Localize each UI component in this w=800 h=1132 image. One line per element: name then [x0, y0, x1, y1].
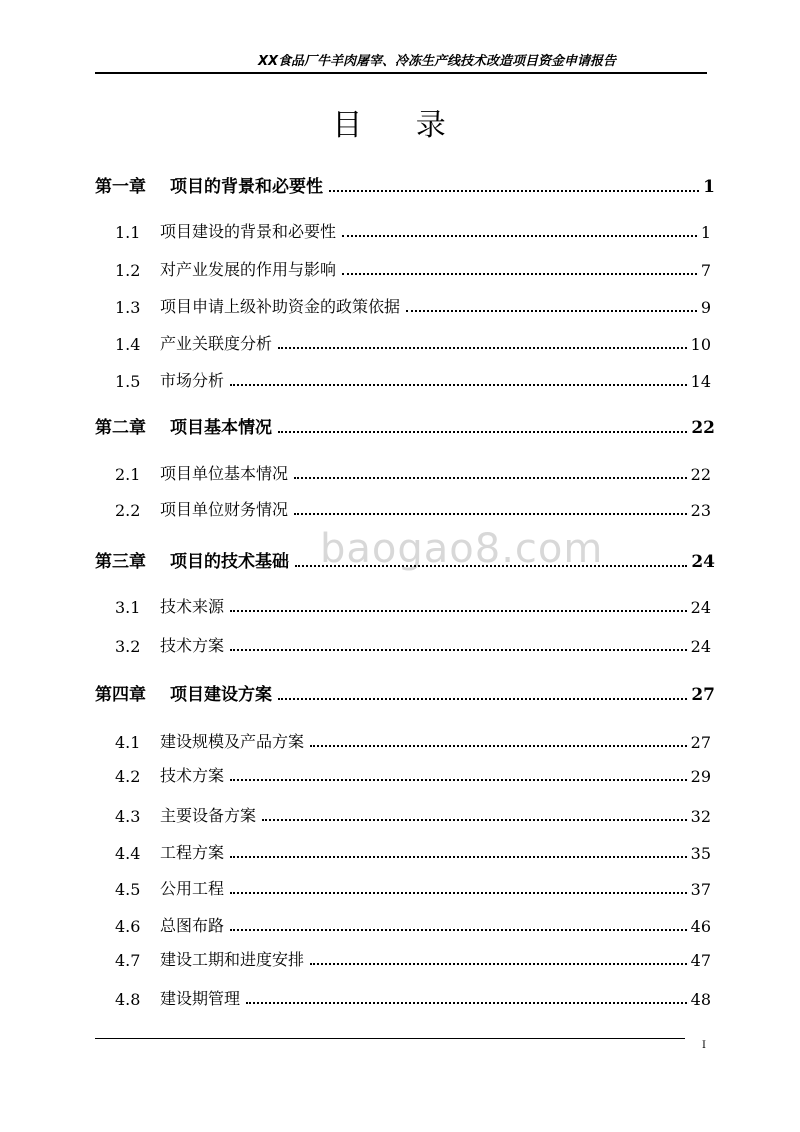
section-number: 4.4 [115, 844, 141, 863]
chapter-title: 项目的技术基础 [170, 552, 289, 572]
toc-section-4-8[interactable] [115, 986, 711, 1009]
section-number: 4.8 [115, 990, 141, 1009]
dot-leader [342, 273, 697, 275]
toc-chapter-2[interactable] [95, 413, 715, 438]
toc-section-4-2[interactable] [115, 763, 711, 786]
toc-section-4-6[interactable] [115, 913, 711, 936]
section-title: 产业关联度分析 [160, 334, 273, 353]
section-number: 3.1 [115, 598, 141, 617]
toc-section-1-1[interactable] [115, 219, 711, 242]
toc-section-4-5[interactable] [115, 876, 711, 899]
page-number: 46 [690, 917, 711, 936]
section-title: 总图布路 [160, 916, 225, 935]
page-number: 22 [691, 418, 715, 438]
toc-section-1-3[interactable] [115, 294, 711, 317]
page-number: 35 [690, 844, 711, 863]
dot-leader [230, 892, 687, 894]
chapter-number: 第二章 [95, 418, 146, 438]
page-number: 1 [700, 223, 711, 242]
page-number: 24 [691, 552, 715, 572]
section-title: 技术方案 [160, 636, 225, 655]
page-number: 14 [690, 372, 711, 391]
section-number: 1.3 [115, 298, 141, 317]
dot-leader [294, 513, 687, 515]
dot-leader [278, 698, 687, 700]
section-title: 工程方案 [160, 843, 225, 862]
section-title: 技术来源 [160, 597, 225, 616]
dot-leader [230, 856, 687, 858]
watermark: baogao8.com [320, 526, 604, 572]
page-number: 10 [690, 335, 711, 354]
toc-chapter-3[interactable] [95, 547, 715, 572]
section-title: 项目申请上级补助资金的政策依据 [160, 297, 401, 316]
section-number: 3.2 [115, 637, 141, 656]
toc-section-2-2[interactable] [115, 497, 711, 520]
page-number: 32 [690, 807, 711, 826]
dot-leader [230, 929, 687, 931]
page-number: 7 [700, 261, 711, 280]
toc-section-3-1[interactable] [115, 594, 711, 617]
page-number: 1 [703, 177, 715, 197]
page-number: 29 [690, 767, 711, 786]
dot-leader [230, 649, 687, 651]
chapter-title: 项目基本情况 [170, 418, 272, 438]
toc-section-2-1[interactable] [115, 461, 711, 484]
page-number: 37 [690, 880, 711, 899]
dot-leader [278, 347, 687, 349]
page-number: 27 [691, 685, 715, 705]
chapter-title: 项目建设方案 [170, 685, 272, 705]
running-header: XX食品厂牛羊肉屠宰、冷冻生产线技术改造项目资金申请报告 [258, 54, 617, 69]
section-title: 建设规模及产品方案 [160, 732, 305, 751]
chapter-title: 项目的背景和必要性 [170, 177, 323, 197]
page-number: 24 [690, 598, 711, 617]
dot-leader [406, 310, 697, 312]
footer-page-number: I [702, 1040, 706, 1051]
toc-section-1-2[interactable] [115, 257, 711, 280]
section-number: 4.6 [115, 917, 141, 936]
toc-section-4-7[interactable] [115, 947, 711, 970]
chapter-number: 第四章 [95, 685, 146, 705]
dot-leader [310, 963, 687, 965]
page-number: 27 [690, 733, 711, 752]
footer-rule [95, 1038, 685, 1039]
section-number: 1.5 [115, 372, 141, 391]
section-number: 4.1 [115, 733, 141, 752]
dot-leader [230, 779, 687, 781]
page-number: 22 [690, 465, 711, 484]
section-title: 项目单位基本情况 [160, 464, 289, 483]
section-number: 4.2 [115, 767, 141, 786]
section-title: 建设期管理 [160, 989, 241, 1008]
section-number: 1.2 [115, 261, 141, 280]
section-number: 4.3 [115, 807, 141, 826]
section-number: 2.1 [115, 465, 141, 484]
section-title: 项目单位财务情况 [160, 500, 289, 519]
page-number: 9 [700, 298, 711, 317]
section-title: 主要设备方案 [160, 806, 257, 825]
section-title: 建设工期和进度安排 [160, 950, 305, 969]
page-number: 48 [690, 990, 711, 1009]
dot-leader [329, 190, 699, 192]
section-number: 4.7 [115, 951, 141, 970]
section-title: 市场分析 [160, 371, 225, 390]
toc-section-4-4[interactable] [115, 840, 711, 863]
section-title: 公用工程 [160, 879, 225, 898]
section-number: 1.4 [115, 335, 141, 354]
section-number: 4.5 [115, 880, 141, 899]
chapter-number: 第三章 [95, 552, 146, 572]
chapter-number: 第一章 [95, 177, 146, 197]
page-number: 23 [690, 501, 711, 520]
toc-section-3-2[interactable] [115, 633, 711, 656]
section-number: 2.2 [115, 501, 141, 520]
toc-title: 目 录 [332, 108, 468, 143]
section-title: 对产业发展的作用与影响 [160, 260, 337, 279]
page-number: 47 [690, 951, 711, 970]
dot-leader [230, 384, 687, 386]
dot-leader [246, 1002, 687, 1004]
dot-leader [342, 235, 697, 237]
dot-leader [278, 431, 687, 433]
toc-section-1-5[interactable] [115, 368, 711, 391]
section-title: 技术方案 [160, 766, 225, 785]
dot-leader [294, 477, 687, 479]
dot-leader [230, 610, 687, 612]
section-title: 项目建设的背景和必要性 [160, 222, 337, 241]
toc-chapter-4[interactable] [95, 680, 715, 705]
toc-chapter-1[interactable] [95, 172, 715, 197]
toc-section-4-1[interactable] [115, 729, 711, 752]
dot-leader [295, 565, 687, 567]
toc-section-4-3[interactable] [115, 803, 711, 826]
toc-section-1-4[interactable] [115, 331, 711, 354]
header-rule [95, 72, 707, 74]
dot-leader [310, 745, 687, 747]
page-number: 24 [690, 637, 711, 656]
dot-leader [262, 819, 687, 821]
section-number: 1.1 [115, 223, 141, 242]
